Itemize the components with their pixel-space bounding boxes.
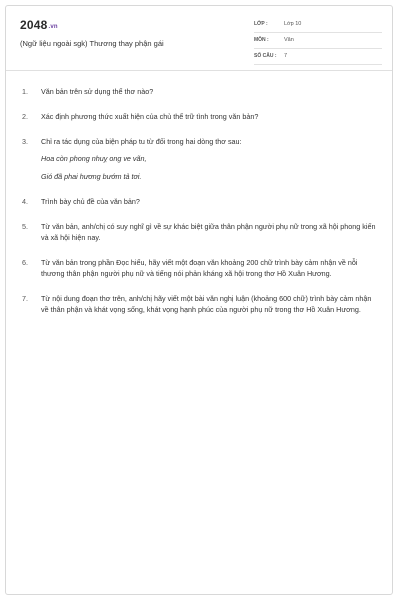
meta-label: SỐ CÂU : (254, 53, 277, 59)
logo-domain: .vn (48, 24, 58, 30)
question-text: Chỉ ra tác dụng của biện pháp tu từ đối trong hai dòng thơ sau: (41, 137, 242, 146)
question-number: 1. (22, 87, 28, 96)
question-text: Từ văn bản trong phần Đọc hiểu, hãy viết một đoạn văn khoảng 200 chữ trình bày cảm nhận về nỗi thương thân phận người phụ nữ và tiếng nói phản kháng xã hội trong thơ Hồ Xuân Hương. (41, 258, 358, 278)
question-item (22, 221, 380, 243)
meta-row-subject (254, 34, 382, 49)
meta-label: MÔN : (254, 37, 269, 43)
logo-text: 2048 (20, 18, 48, 32)
question-number: 6. (22, 258, 28, 267)
meta-label: LỚP : (254, 21, 268, 27)
question-text: Từ nội dung đoạn thơ trên, anh/chị hãy viết một bài văn nghị luận (khoảng 600 chữ) trình bày cảm nhận về thân phận và khát vọng sống, khát vọng hạnh phúc của người phụ nữ trong thơ Hồ Xuân Hương. (41, 294, 372, 314)
worksheet-title: (Ngữ liệu ngoài sgk) Thương thay phận gái (20, 39, 164, 48)
question-text: Từ văn bản, anh/chị có suy nghĩ gì về sự khác biệt giữa thân phận người phụ nữ trong xã hội phong kiến và xã hội hiện nay. (41, 222, 376, 242)
question-item (22, 86, 380, 97)
meta-value: Văn (284, 37, 294, 43)
question-text: Văn bản trên sử dụng thể thơ nào? (41, 87, 154, 96)
question-number: 7. (22, 294, 28, 303)
worksheet-page (5, 5, 393, 595)
meta-row-question-count (254, 50, 382, 65)
poem-line: Gió đã phai hương bướm tả tơi. (41, 172, 142, 181)
question-number: 5. (22, 222, 28, 231)
question-number: 2. (22, 112, 28, 121)
poem-excerpt (41, 153, 380, 182)
question-text: Xác định phương thức xuất hiện của chủ thể trữ tình trong văn bản? (41, 112, 259, 121)
meta-value: 7 (284, 53, 288, 59)
question-item (22, 196, 380, 207)
poem-line: Hoa còn phong nhuỵ ong ve vãn, (41, 154, 147, 163)
meta-value: Lớp 10 (284, 21, 302, 27)
question-item (22, 111, 380, 122)
meta-row-class (254, 18, 382, 33)
question-item (22, 136, 380, 182)
header-divider (6, 70, 392, 71)
worksheet-meta (254, 18, 382, 66)
worksheet-header (6, 6, 392, 64)
question-item (22, 257, 380, 279)
question-item (22, 293, 380, 315)
question-number: 4. (22, 197, 28, 206)
question-text: Trình bày chủ đề của văn bản? (41, 197, 140, 206)
question-list (22, 86, 380, 329)
site-logo[interactable] (20, 18, 58, 32)
question-number: 3. (22, 137, 28, 146)
